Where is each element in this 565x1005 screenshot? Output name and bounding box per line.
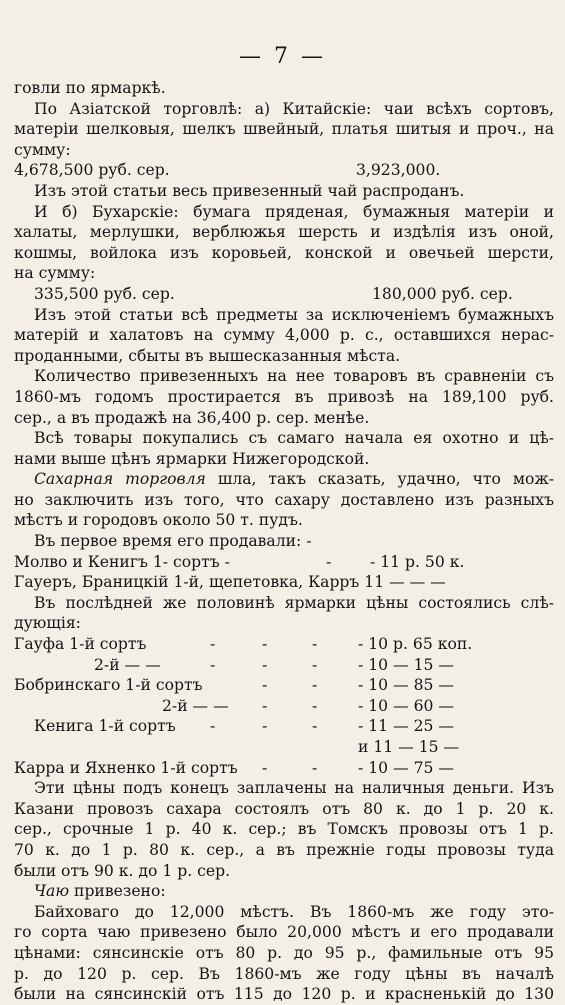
price-dash: -: [262, 635, 268, 654]
text-line: И б) Бухарскіе: бумага пряденая, бумажныя матеріи и: [34, 202, 554, 221]
text-line: Изъ этой статьи всѣ предметы за исключеніемъ бумажныхъ: [34, 305, 554, 324]
price-dash: -: [312, 676, 318, 695]
price-label: 2-й — —: [94, 655, 161, 674]
price-dash: -: [210, 635, 216, 654]
text-line: цѣнами: сянсинскіе отъ 80 р. до 95 р., фамильные отъ 95: [14, 943, 554, 962]
price-value: - 11 — 25 —: [358, 717, 454, 736]
price-row: [14, 758, 554, 779]
price-dash: -: [312, 758, 318, 777]
price-dash: -: [312, 696, 318, 715]
price-row: [14, 696, 554, 717]
price-row: [14, 716, 554, 737]
text-line: говли по ярмаркѣ.: [14, 79, 166, 97]
text-line: 70 к. до 1 р. 80 к. сер., а въ прежніе годы провозы туда: [14, 840, 554, 859]
text-line: были на сянсинскій отъ 115 до 120 р. и красненькій до 130: [14, 985, 554, 1004]
text-line: проданными, сбыты въ вышесказанныя мѣста.: [14, 346, 401, 365]
text-span: привезено:: [69, 882, 166, 901]
text-line: [14, 469, 554, 490]
text-line: но заключить изъ того, что сахару доставлено изъ разныхъ: [14, 490, 554, 509]
sum-row: [14, 160, 554, 181]
page-body: [14, 78, 554, 1005]
price-row: [14, 737, 554, 758]
price-value: - 10 — 15 —: [358, 655, 454, 674]
price-dash: -: [326, 552, 332, 571]
price-dash: -: [210, 655, 216, 674]
price-value: - 10 — 60 —: [358, 696, 454, 715]
sum-row: [14, 284, 554, 305]
text-line: Казани провозъ сахара состоялъ отъ 80 к. до 1 р. 20 к.: [14, 799, 554, 818]
price-dash: -: [262, 758, 268, 777]
text-span: шла, такъ сказать, удачно, что мож-: [205, 470, 554, 489]
price-label: Карра и Яхненко 1-й сортъ: [14, 758, 238, 777]
text-line: сумму:: [14, 140, 71, 159]
price-label: Гауфа 1-й сортъ: [14, 635, 147, 654]
italic-term: Сахарная торговля: [34, 470, 206, 489]
sum-value: 180,000 руб. сер.: [372, 284, 513, 303]
text-line: матеріи шелковыя, шелкъ швейный, платья шитыя и проч., на: [14, 120, 554, 139]
text-line: халаты, мерлушки, верблюжья шерсть и издѣлія изъ оной,: [14, 223, 554, 242]
text-line: 1860-мъ годомъ простирается въ привозѣ на 189,100 руб.: [14, 387, 554, 406]
price-dash: -: [262, 655, 268, 674]
price-label: 2-й — —: [162, 696, 229, 715]
sum-value: 335,500 руб. сер.: [34, 284, 175, 303]
price-dash: -: [210, 717, 216, 736]
price-value: - 10 р. 65 коп.: [358, 635, 473, 654]
price-row: [14, 655, 554, 676]
page-number: — 7 —: [239, 44, 326, 69]
text-line: Эти цѣны подъ конецъ заплачены на наличныя деньги. Изъ: [34, 779, 554, 798]
price-dash: -: [262, 717, 268, 736]
text-line: Всѣ товары покупались съ самаго начала ея охотно и цѣ-: [34, 429, 554, 448]
text-line: нами выше цѣнъ ярмарки Нижегородской.: [14, 449, 370, 468]
price-row: [14, 634, 554, 655]
price-dash: -: [312, 635, 318, 654]
price-dash: -: [312, 655, 318, 674]
price-label: Кенига 1-й сортъ: [34, 717, 176, 736]
sum-value: 3,923,000.: [356, 161, 441, 180]
price-dash: -: [262, 676, 268, 695]
price-value: - 10 — 85 —: [358, 676, 454, 695]
sum-value: 4,678,500 руб. сер.: [14, 161, 170, 180]
text-line: [14, 881, 554, 902]
text-line: р. до 120 р. сер. Въ 1860-мъ же году цѣны въ началѣ: [14, 964, 554, 983]
price-row: [14, 675, 554, 696]
text-line: Количество привезенныхъ на нее товаровъ въ сравненіи съ: [34, 367, 554, 386]
price-label: Молво и Кенигъ 1- сортъ -: [14, 552, 230, 571]
price-dash: -: [262, 696, 268, 715]
italic-term: Чаю: [34, 882, 70, 901]
text-line: го сорта чаю привезено было 20,000 мѣстъ и его продавали: [14, 923, 554, 942]
price-value: - 10 — 75 —: [358, 758, 454, 777]
text-line: кошмы, войлока изъ коровьей, конской и овечьей шерсти,: [14, 243, 554, 262]
price-value: - 11 р. 50 к.: [370, 552, 465, 571]
text-line: Въ послѣдней же половинѣ ярмарки цѣны состоялись слѣ-: [34, 593, 554, 612]
text-line: сер., срочные 1 р. 40 к. сер.; въ Томскъ провозы отъ 1 р.: [14, 820, 554, 839]
text-line: на сумму:: [14, 264, 96, 283]
text-line: По Азіатской торговлѣ: а) Китайскіе: чаи всѣхъ сортовъ,: [34, 99, 554, 118]
text-line: сер., а въ продажѣ на 36,400 р. сер. менѣе.: [14, 408, 370, 427]
text-line: мѣстъ и городовъ около 50 т. пудъ.: [14, 511, 303, 530]
text-line: были отъ 90 к. до 1 р. сер.: [14, 861, 231, 880]
price-dash: -: [312, 717, 318, 736]
text-line: Байховаго до 12,000 мѣстъ. Въ 1860-мъ же году это-: [34, 902, 554, 921]
text-line: Гауеръ, Браницкій 1-й, щепетовка, Карръ 11 — — —: [14, 573, 446, 592]
price-label: Бобринскаго 1-й сортъ: [14, 676, 203, 695]
price-row: [14, 552, 554, 573]
text-line: Въ первое время его продавали: -: [34, 532, 312, 551]
text-line: матерій и халатовъ на сумму 4,000 р. с., оставшихся нерас-: [14, 326, 554, 345]
text-line: Изъ этой статьи весь привезенный чай распроданъ.: [34, 181, 465, 200]
text-line: дующія:: [14, 614, 81, 633]
price-value: и 11 — 15 —: [358, 738, 460, 756]
